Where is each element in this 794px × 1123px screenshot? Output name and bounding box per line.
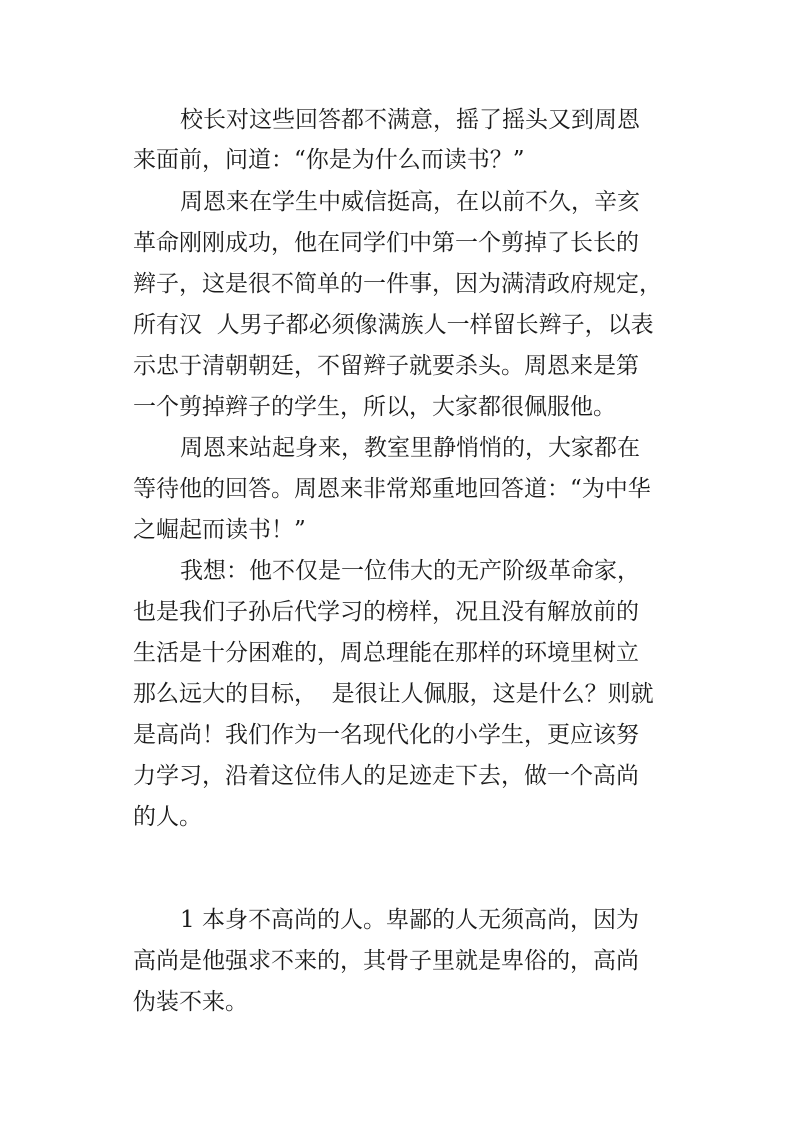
paragraph-5-line-3: 伪装不来。 [133, 989, 248, 1015]
paragraph-2-line-3: 辫子，这是很不简单的一件事，因为满清政府规定， [133, 271, 662, 297]
paragraph-3-line-2: 等待他的回答。周恩来非常郑重地回答道：“为中华 [133, 476, 651, 502]
paragraph-3-line-3: 之崛起而读书！” [133, 517, 306, 543]
paragraph-2-line-4: 所有汉 人男子都必须像满族人一样留长辫子，以表 [133, 312, 654, 338]
paragraph-1-line-2: 来面前，问道：“你是为什么而读书？” [133, 147, 525, 173]
paragraph-2-line-6: 一个剪掉辫子的学生，所以，大家都很佩服他。 [133, 394, 616, 420]
paragraph-5-line-1: 1 本身不高尚的人。卑鄙的人无须高尚，因为 [180, 907, 639, 933]
paragraph-2-line-1: 周恩来在学生中威信挺高，在以前不久，辛亥 [180, 189, 640, 215]
paragraph-4-line-7: 的人。 [133, 804, 202, 830]
paragraph-2-line-5: 示忠于清朝朝廷，不留辫子就要杀头。周恩来是第 [133, 353, 639, 379]
paragraph-4-line-6: 力学习，沿着这位伟人的足迹走下去，做一个高尚 [133, 763, 639, 789]
paragraph-4-line-4: 那么远大的目标， 是很让人佩服，这是什么？则就 [133, 681, 654, 707]
paragraph-4-line-5: 是高尚！我们作为一名现代化的小学生，更应该努 [133, 722, 639, 748]
paragraph-1-line-1: 校长对这些回答都不满意，摇了摇头又到周恩 [180, 107, 640, 133]
paragraph-2-line-2: 革命刚刚成功，他在同学们中第一个剪掉了长长的 [133, 230, 639, 256]
paragraph-4-line-3: 生活是十分困难的，周总理能在那样的环境里树立 [133, 640, 639, 666]
paragraph-4-line-1: 我想：他不仅是一位伟大的无产阶级革命家， [180, 558, 640, 584]
paragraph-4-line-2: 也是我们子孙后代学习的榜样，况且没有解放前的 [133, 599, 639, 625]
paragraph-3-line-1: 周恩来站起身来，教室里静悄悄的，大家都在 [180, 435, 640, 461]
paragraph-5-line-2: 高尚是他强求不来的，其骨子里就是卑俗的，高尚 [133, 948, 639, 974]
